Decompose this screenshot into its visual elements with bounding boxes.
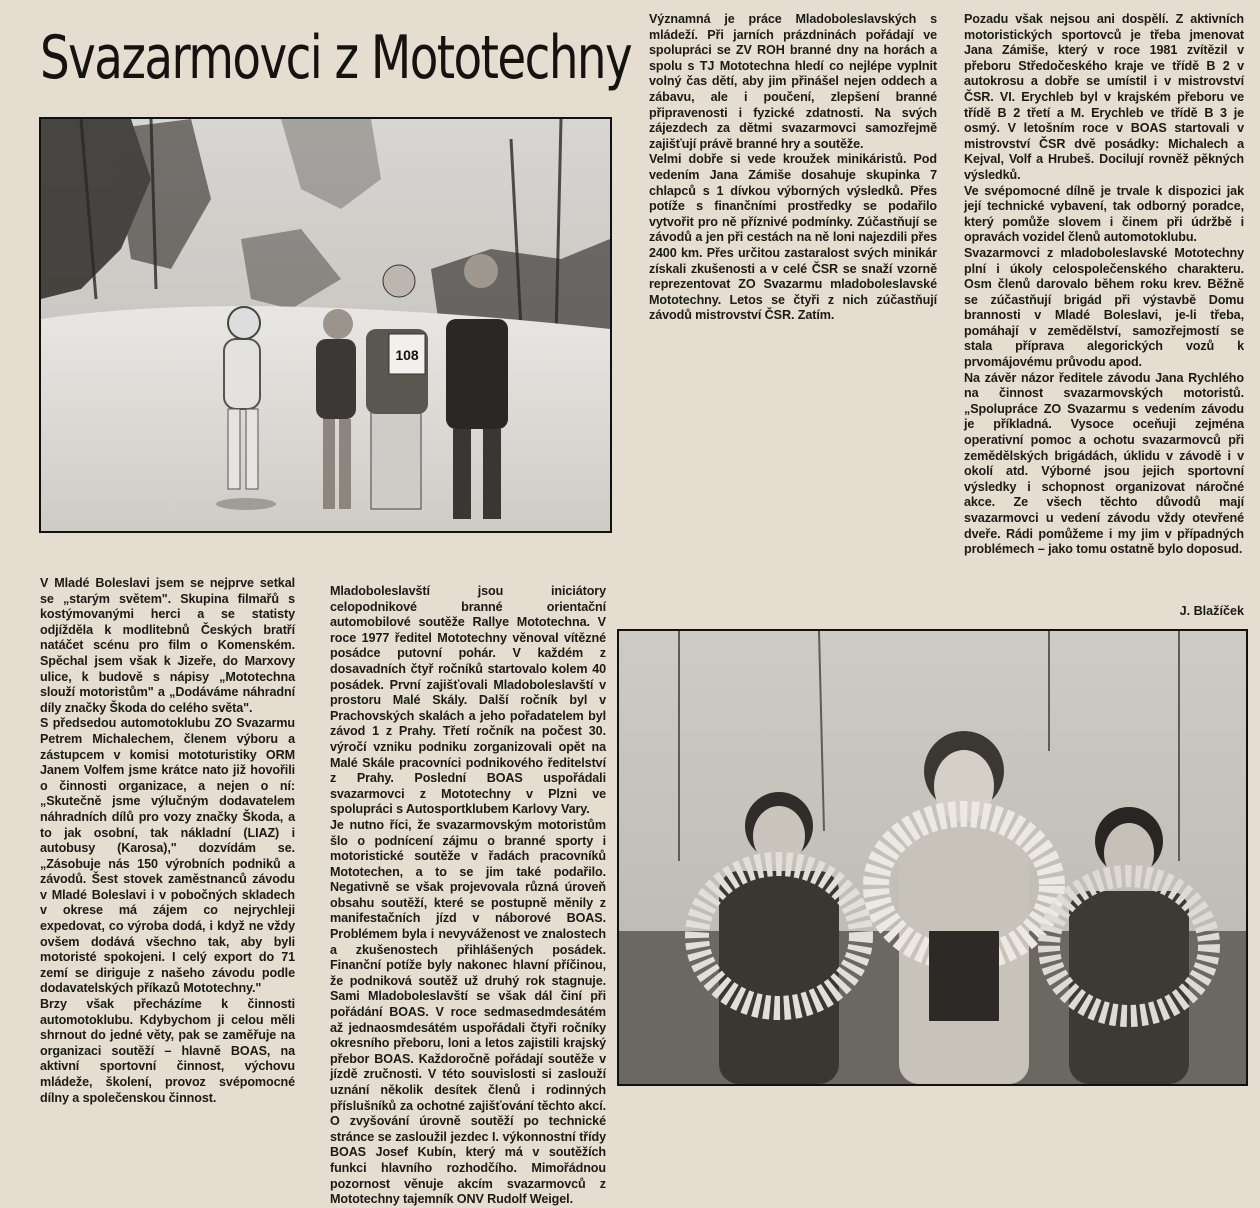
paragraph-6: Významná je práce Mladoboleslavských s mládeží. Při jarních prázdninách pořádají ve spolupráci se ZV ROH branné dny na horách a spolu s TJ Mototechna hledí co nejlépe vyplnit volný čas dětí, aby jim přinášel nejen oddech a zábavu, ale i poučení, zlepšení branné připravenosti i fyzické zdatnosti. Na svých zájezdech za dětmi svazarmovci samozřejmě zajišťují právě branné hry a soutěže. (649, 12, 937, 151)
paragraph-10: Svazarmovci z mladoboleslavské Mototechny plní i úkoly celospolečenského charakteru. Osm členů darovalo během roku krev. Běžně se zúčastňují brigád při výstavbě Domu brannosti v Mladé Boleslavi, je-li třeba, pomáhají v zemědělství, samozřejmostí se stala příprava alegorických vozů k prvomájovému průvodu apod. (964, 245, 1244, 370)
text-column-2 (330, 584, 606, 1207)
boys-wreaths-image (619, 631, 1246, 1084)
paragraph-11: Na závěr názor ředitele závodu Jana Rychlého na činnost svazarmovských motoristů. „Spolupráce ZO Svazarmu s vedením závodu je příkladná. Vysoce oceňuji zejména operativní pomoc a ochotu svazarmovců při zemědělských brigádách, úklidu v závodě i v okolí atd. Výborné jsou jejich sportovní výsledky i schopnost organizovat náročné akce. Ze všech těchto důvodů mají svazarmovci u vedení závodu vždy otevřené dveře. Rádi pomůžeme i my jim v případných problémech – jako tomu ostatně bylo doposud. (964, 370, 1244, 557)
text-column-4 (964, 12, 1244, 604)
paragraph-2: S předsedou automotoklubu ZO Svazarmu Petrem Michalechem, členem výboru a zástupcem v komisi mototuristiky ORM Janem Volfem jsme krátce nato již hovořili o činnosti organizace, a nejen o ní: „Skutečně jsme výlučným dodavatelem náhradních dílů pro vozy značky Škoda, a to jak osobní, tak nákladní (LIAZ) i autobusy (Karosa)," dozvídám se. „Zásobuje nás 150 výrobních podniků a závodů. Šest stovek zaměstnanců závodu v Mladé Boleslavi i v pobočných skladech v okrese má zájem co nejrychleji expedovat, co výroba dodá, i když ne vždy ovšem dodává všechno tak, aby byli motoristé spokojeni. I celý export do 71 zemí se diriguje z našeho závodu podle dodavatelských příkazů Mototechny." (40, 716, 295, 996)
paragraph-1: V Mladé Boleslavi jsem se nejprve setkal se „starým světem". Skupina filmařů s kostýmovanými herci a se statisty odjížděla k modlitebnů Českých bratří natáčet scénu pro film o Komenském. Spěchal jsem však k Jizeře, do Marxovy ulice, k budově s nápisy „Mototechna slouží motoristům" a „Dodáváme náhradní díly značky Škoda do celého světa". (40, 576, 295, 715)
paragraph-8: Pozadu však nejsou ani dospělí. Z aktivních motoristických sportovců je třeba jmenovat Jana Zámiše, který v roce 1981 zvítězil v přeboru Středočeského kraje ve třídě B 2 v autokrosu a dobře se umístil i v mistrovství ČSR. VI. Erychleb byl v krajském přeboru ve třídě B 2 třetí a M. Erychleb ve třídě B 3 je osmý. V letošním roce v BOAS startovali v mistrovství ČSR dvě posádky: Michalech a Kejval, Volf a Hrubeš. Docilují rovněž pěkných výsledků. (964, 12, 1244, 182)
paragraph-7: Velmi dobře si vede kroužek minikáristů. Pod vedením Jana Zámiše dosahuje skupinka 7 chlapců s 1 dívkou výborných výsledků. Přes potíže s finančními prostředky se podařilo vytvořit pro ně příznivé podmínky. Zúčastňují se závodů a jen při cestách na ně loni najezdili přes 2400 km. Přes určitou zastaralost svých minikár získali zkušenosti a v celé ČSR se snaží vzorně reprezentovat ZO Svazarmu mladoboleslavské Mototechny. Letos se čtyři z nich zúčastňují závodů mistrovství ČSR. Zatím. (649, 152, 937, 323)
paragraph-5a: Je nutno říci, že svazarmovským motoristům šlo o podnícení zájmu o branné sporty i motoristické soutěže v řadách pracovníků Mototechen, a to se jim také podařilo. Negativně se však projevovala různá úroveň obsahu soutěží, které se postupně měnily z manifestačních jízd v náborové BOAS. Problémem byla i nevyváženost ve znalostech a zkušenostech přihlášených posádek. Finanční potíže byly nakonec hlavní příčinou, že podniková soutěž už druhý rok stagnuje. Sami Mladoboleslavští se však dál činí při pořádání BOAS. V roce sedmasedmdesátém až jednaosmdesátém uspořádali čtyři ročníky okresního přeboru, loni a letos zajistili krajský přebor BOAS. Každoročně pořádají soutěže v jízdě zručnosti. V této souvislosti si zaslouží uznání několik desítek členů i rodinných příslušníků za ochotné zajišťování těchto akcí. O zvyšování úrovně soutěží po technické stránce se zasloužil jezdec I. výkonnostní třídy BOAS Josef Kubín, který má v soutěžích funkci hlavního rozhodčího. Mimořádnou pozornost věnuje akcím svazarmovců z Mototechny tajemník ONV Rudolf Weigel. (330, 817, 606, 1207)
photo-three-boys-wreaths (617, 629, 1248, 1086)
author-byline: J. Blažíček (1179, 604, 1244, 618)
paragraph-3: Brzy však přecházíme k činnosti automotoklubu. Kdybychom ji celou měli shrnout do jedné věty, pak se zaměřuje na organizaci soutěží – hlavně BOAS, na aktivní sportovní činnost, výchovu mládeže, školení, provoz svépomocné dílny a společenskou činnost. (40, 997, 295, 1105)
text-column-1 (40, 576, 295, 1105)
article-title: Svazarmovci z Mototechny (40, 23, 632, 93)
paragraph-4: Mladoboleslavští jsou iniciátory celopodnikové branné orientační automobilové soutěže Rallye Mototechna. V roce 1977 ředitel Mototechny věnoval vítězné posádce putovní pohár. V každém z dosavadních čtyř ročníků startovalo kolem 40 posádek. První zajišťovali Mladoboleslavští v prostoru Malé Skály. Další ročník byl v Prachovských skalách a jeho pořadatelem byl závod 1 z Prahy. Třetí ročník na počest 30. výročí vzniku podniku zorganizovali opět na Malé Skále pracovníci podnikového ředitelství z Prahy. Poslední BOAS uspořádali svazarmovci z Mototechny v Plzni ve spolupráci s Autosportklubem Karlovy Vary. (330, 584, 606, 817)
photo-winter-event (39, 117, 612, 533)
winter-scene-image (41, 119, 610, 531)
svg-text:108: 108 (395, 347, 419, 363)
paragraph-9: Ve svépomocné dílně je trvale k dispozici jak její technické vybavení, tak odborný poradce, který pomůže slovem i činem při údržbě i opravách vozidel členů automotoklubu. (964, 183, 1244, 245)
text-column-3 (649, 12, 937, 620)
